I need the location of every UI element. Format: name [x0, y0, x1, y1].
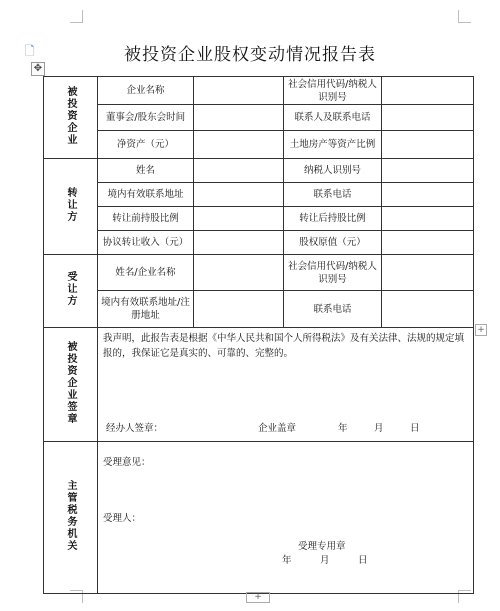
value-transferor-tax-id[interactable]: [382, 159, 474, 183]
section-label-transferee: 受让方: [44, 255, 98, 328]
move-handle-icon[interactable]: ✥: [31, 62, 45, 76]
tax-year-label: 年: [282, 555, 292, 566]
value-original-value[interactable]: [382, 231, 474, 255]
label-ratio-after: 转让后持股比例: [284, 207, 382, 231]
tax-day-label: 日: [358, 555, 368, 566]
label-transferee-credit-code: 社会信用代码/纳税人识别号: [284, 255, 382, 291]
label-transferor-name: 姓名: [98, 159, 194, 183]
label-land-property-ratio: 土地房产等资产比例: [284, 131, 382, 159]
declaration-cell[interactable]: [98, 328, 474, 442]
add-column-icon[interactable]: +: [475, 324, 487, 336]
acceptance-seal-label: 受理专用章: [298, 541, 346, 552]
label-ratio-before: 转让前持股比例: [98, 207, 194, 231]
value-contact-person-phone[interactable]: [382, 105, 474, 131]
value-transferor-name[interactable]: [194, 159, 284, 183]
value-transferee-credit-code[interactable]: [382, 255, 474, 291]
value-transferor-address[interactable]: [194, 183, 284, 207]
value-credit-code[interactable]: [382, 77, 474, 105]
table-row: [44, 159, 474, 183]
value-transferor-phone[interactable]: [382, 183, 474, 207]
label-transferee-phone: 联系电话: [284, 291, 382, 328]
signer-label: 经办人签章：: [106, 423, 164, 434]
day-label: 日: [410, 423, 420, 434]
table-row: [44, 131, 474, 159]
table-row: [44, 183, 474, 207]
section-label-company-seal: 被投资企业签章: [44, 328, 98, 442]
label-contact-person-phone: 联系人及联系电话: [284, 105, 382, 131]
value-board-meeting-time[interactable]: [194, 105, 284, 131]
value-ratio-before[interactable]: [194, 207, 284, 231]
label-transferee-address: 境内有效联系地址/注册地址: [98, 291, 194, 328]
section-label-transferor: 转让方: [44, 159, 98, 255]
year-label: 年: [338, 423, 348, 434]
value-transferee-address[interactable]: [194, 291, 284, 328]
label-net-assets: 净资产（元）: [98, 131, 194, 159]
table-row: [44, 207, 474, 231]
table-row: [44, 442, 474, 594]
tax-month-label: 月: [320, 555, 330, 566]
opinion-label: 受理意见：: [103, 457, 151, 468]
declaration-text: 我声明，此报告表是根据《中华人民共和国个人所得税法》及有关法律、法规的规定填报的，我保证它是真实的、可靠的、完整的。: [103, 333, 465, 359]
company-seal-label: 企业盖章: [258, 423, 297, 434]
receiver-label: 受理人：: [103, 513, 142, 524]
label-transferor-address: 境内有效联系地址: [98, 183, 194, 207]
table-row: [44, 328, 474, 442]
value-transferee-name[interactable]: [194, 255, 284, 291]
add-row-icon[interactable]: +: [246, 592, 270, 603]
table-row: [44, 105, 474, 131]
value-transferee-phone[interactable]: [382, 291, 474, 328]
section-label-invested-company: 被投资企业: [44, 77, 98, 159]
crop-mark-top-left: [70, 10, 83, 23]
label-original-value: 股权原值（元）: [284, 231, 382, 255]
label-transfer-income: 协议转让收入（元）: [98, 231, 194, 255]
value-ratio-after[interactable]: [382, 207, 474, 231]
tax-authority-cell[interactable]: [98, 442, 474, 594]
label-company-name: 企业名称: [98, 77, 194, 105]
value-company-name[interactable]: [194, 77, 284, 105]
table-row: [44, 231, 474, 255]
value-net-assets[interactable]: [194, 131, 284, 159]
crop-mark-top-right: [458, 10, 471, 23]
page-title: 被投资企业股权变动情况报告表: [124, 45, 376, 65]
report-table: [43, 76, 474, 594]
table-row: [44, 291, 474, 328]
value-land-property-ratio[interactable]: [382, 131, 474, 159]
label-transferor-phone: 联系电话: [284, 183, 382, 207]
document-icon[interactable]: 🗋: [25, 44, 35, 58]
label-transferee-name: 姓名/企业名称: [98, 255, 194, 291]
month-label: 月: [374, 423, 384, 434]
value-transfer-income[interactable]: [194, 231, 284, 255]
section-label-tax-authority: 主管税务机关: [44, 442, 98, 594]
table-row: [44, 77, 474, 105]
label-transferor-tax-id: 纳税人识别号: [284, 159, 382, 183]
table-row: [44, 255, 474, 291]
label-credit-code: 社会信用代码/纳税人识别号: [284, 77, 382, 105]
label-board-meeting-time: 董事会/股东会时间: [98, 105, 194, 131]
